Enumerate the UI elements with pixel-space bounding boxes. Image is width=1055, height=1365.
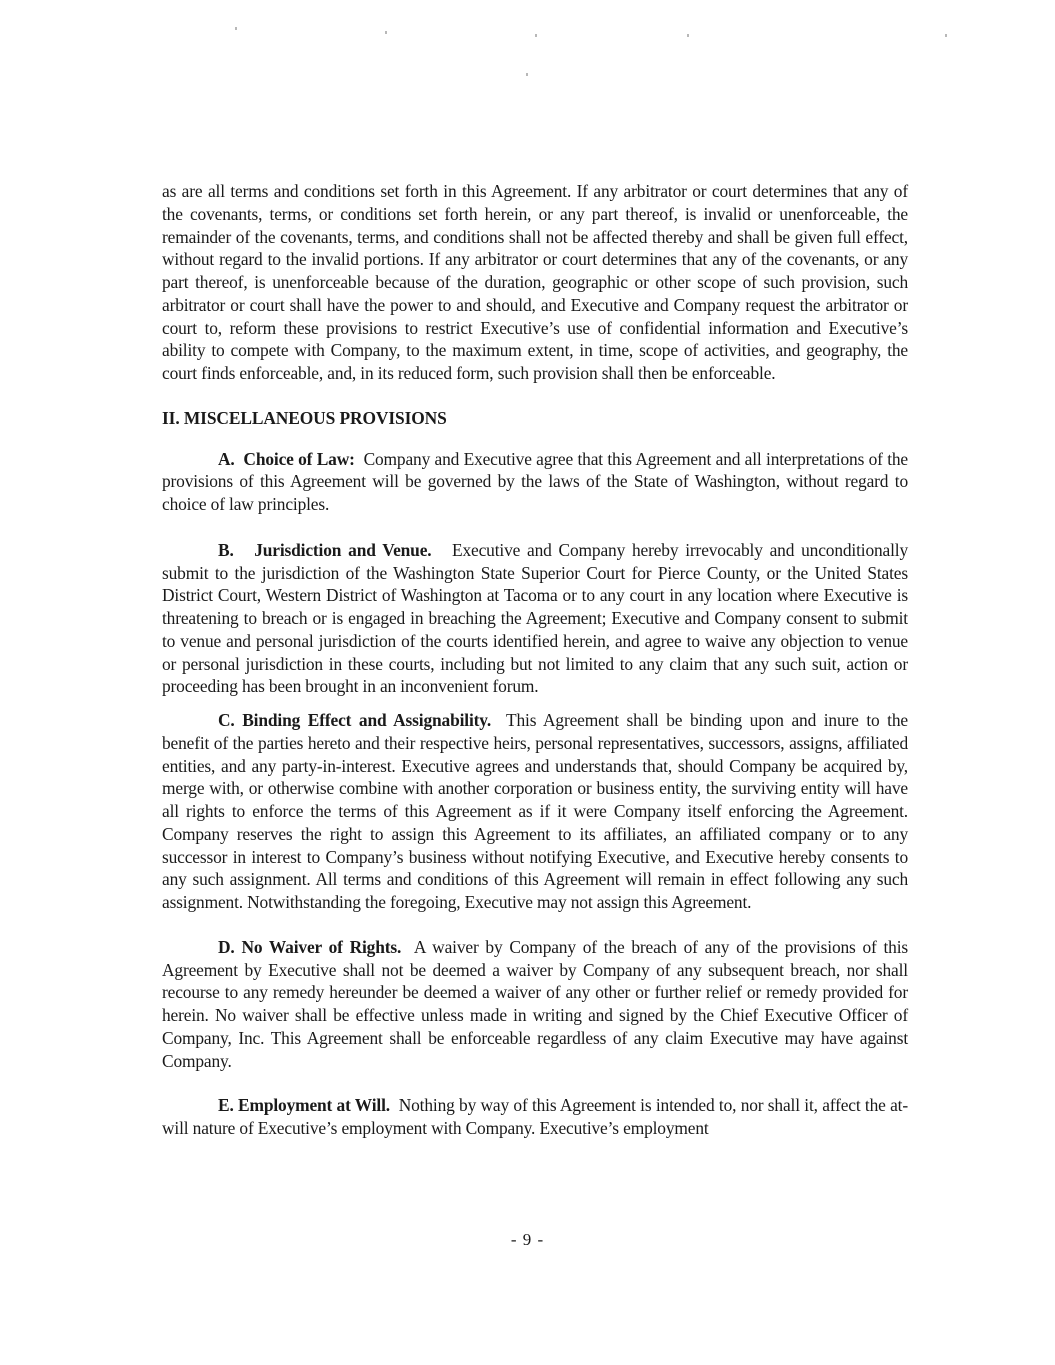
provision-label: D. [218, 936, 235, 957]
provision-body: Nothing by way of this Agreement is intended to, nor shall it, affect the at-will nature of Executive’s employment with Company. Executive’s employment [162, 1095, 908, 1138]
section-heading: II. MISCELLANEOUS PROVISIONS [162, 407, 447, 428]
provision-jurisdiction-and-venue [162, 539, 908, 698]
provision-body: Company and Executive agree that this Agreement and all interpretations of the provisions of this Agreement will be governed by the laws of the State of Washington, without regard to choice of law principles. [162, 448, 908, 514]
provision-title: Jurisdiction and Venue. [254, 539, 432, 560]
provision-label: A. [218, 448, 235, 469]
provision-employment-at-will [162, 1094, 908, 1140]
provision-title: Choice of Law: [243, 448, 355, 469]
provision-label: B. [218, 539, 234, 560]
provision-body: Executive and Company hereby irrevocably and unconditionally submit to the jurisdiction of the Washington State Superior Court for Pierce County, or the United States District Court, Western District of Washington at Tacoma or to any court in any location where Executive is threatening to breach or is engaged in breaching the Agreement; Executive and Company consent to submit to venue and personal jurisdiction of the courts identified herein, and agree to waive any objection to venue or personal jurisdiction in these courts, including but not limited to any claim that any such suit, action or proceeding has been brought in an inconvenient forum. [162, 539, 909, 697]
provision-body: This Agreement shall be binding upon and inure to the benefit of the parties hereto and their respective heirs, personal representatives, successors, assigns, affiliated entities, and any party-in-interest. Executive agrees and understands that, should Company be acquired by, merge with, or otherwise combine with another corporation or business entity, the surviving entity will have all rights to enforce the terms of this Agreement as if it were Company itself enforcing the Agreement. Company reserves the right to assign this Agreement to its affiliates, an affiliated company or to any successor in interest to Company’s business without notifying Executive, and Executive hereby consents to any such assignment. All terms and conditions of this Agreement will remain in effect following any such assignment. Notwithstanding the foregoing, Executive may not assign this Agreement. [162, 710, 908, 912]
provision-title: Employment at Will. [238, 1095, 390, 1116]
provision-choice-of-law [162, 448, 908, 516]
scan-artifact [687, 34, 689, 37]
scan-artifact [235, 27, 237, 30]
provision-title: No Waiver of Rights. [241, 936, 402, 957]
provision-title: Binding Effect and Assignability. [242, 710, 492, 730]
provision-no-waiver [162, 936, 908, 1073]
page-number: - 9 - [510, 1230, 545, 1249]
provision-label: E. [218, 1095, 234, 1116]
provision-label: C. [218, 710, 235, 730]
continuation-paragraph: as are all terms and conditions set forth in this Agreement. If any arbitrator or court determines that any of the covenants, terms, or conditions set forth herein, or any part thereof, is invalid or unenforceable, the remainder of the covenants, terms, and conditions shall not be affected thereby and shall be given full effect, without regard to the invalid portions. If any arbitrator or court determines that any of the covenants, or any part thereof, is unenforceable because of the duration, geographic or other scope of such provision, such arbitrator or court shall have the power to and should, and Executive and Company request the arbitrator or court to, reform these provisions to restrict Executive’s use of confidential information and Executive’s ability to compete with Company, to the maximum extent, in time, scope of activities, and geography, the court finds enforceable, and, in its reduced form, such provision shall then be enforceable. [162, 181, 908, 383]
provision-body: A waiver by Company of the breach of any of the provisions of this Agreement by Executive shall not be deemed a waiver by Company of any subsequent breach, nor shall recourse to any remedy hereunder be deemed a waiver of any other or further relief or remedy provided for herein. No waiver shall be effective unless made in writing and signed by the Chief Executive Officer of Company, Inc. This Agreement shall be enforceable regardless of any claim Executive may have against Company. [162, 936, 909, 1071]
scan-artifact [945, 34, 947, 37]
provision-binding-effect [162, 709, 908, 914]
document-body [162, 180, 908, 1140]
scan-artifact [526, 73, 528, 76]
scan-artifact [535, 34, 537, 37]
scan-artifact [385, 31, 387, 34]
